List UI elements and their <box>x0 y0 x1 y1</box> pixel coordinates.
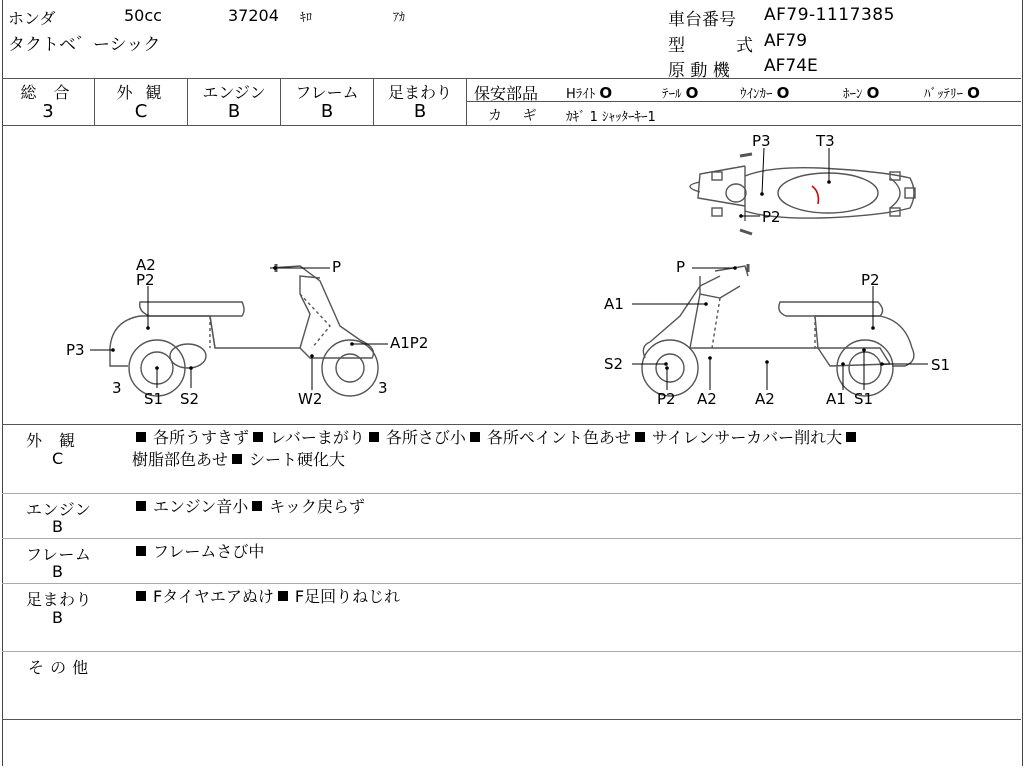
grid-line <box>466 78 467 125</box>
right-label-a1: A1 <box>604 295 624 313</box>
engine-grade: B <box>227 101 241 122</box>
engine-grade-label: エンジン <box>202 83 266 102</box>
grid-line <box>2 583 1021 584</box>
grid-line <box>2 538 1021 539</box>
remark-engine-items: エンジン音小 キック戻らず <box>132 496 365 518</box>
grid-line <box>2 424 1021 425</box>
remark-engine-label: エンジン <box>26 500 92 519</box>
left-label-s2: S2 <box>180 390 200 408</box>
suspension-grade: B <box>413 101 427 122</box>
overall-grade: 3 <box>42 101 54 122</box>
remark-frame-label: フレーム <box>26 545 92 564</box>
engine-model: AF74E <box>764 56 818 76</box>
remark-exterior-line1: 各所うすきず レバーまがり 各所さび小 各所ペイント色あせ サイレンサーカバー削れ大 <box>132 427 863 449</box>
remark-suspension-grade: B <box>52 608 64 627</box>
type-label-1: 型 <box>668 36 685 56</box>
top-label-t3: T3 <box>816 132 835 150</box>
frame-grade: B <box>320 101 334 122</box>
frame-grade-label: フレーム <box>295 83 359 102</box>
safety-item-headlight: Hﾗｲﾄ O <box>566 84 613 102</box>
left-label-w2: W2 <box>298 390 323 408</box>
remark-suspension-label: 足まわり <box>26 590 93 609</box>
remark-other-label: そ の 他 <box>28 658 89 677</box>
mileage-unit: ｷﾛ <box>300 10 313 24</box>
right-label-b-p2: P2 <box>657 390 676 408</box>
left-label-3a: 3 <box>112 379 122 397</box>
frame-no-label: 車台番号 <box>668 10 736 30</box>
exterior-grade: C <box>134 101 148 122</box>
type-label-2: 式 <box>736 36 753 56</box>
right-label-b-s1: S1 <box>854 390 874 408</box>
remark-suspension-items: Fタイヤエアぬけ F足回りねじれ <box>132 586 400 608</box>
model-name: タクトベ゛ーシック <box>8 35 161 55</box>
safety-item-winker: ｳｲﾝｶｰ O <box>740 84 790 102</box>
grid-line <box>2 651 1021 652</box>
remark-engine-grade: B <box>52 517 64 536</box>
remark-frame-items: フレームさび中 <box>132 541 264 563</box>
key-label: カ ギ <box>488 108 545 124</box>
grid-line <box>2 493 1021 494</box>
right-label-b-a2b: A2 <box>755 390 775 408</box>
overall-label: 総 合 <box>20 83 76 102</box>
right-label-p2: P2 <box>861 271 880 289</box>
remark-exterior-line2: 樹脂部色あせ シート硬化大 <box>132 450 346 469</box>
left-label-a2: A2 <box>136 256 156 274</box>
safety-item-horn: ﾎｰﾝ O <box>843 84 880 102</box>
left-label-3b: 3 <box>378 379 388 397</box>
top-label-p2: P2 <box>762 208 781 226</box>
left-label-p3: P3 <box>66 341 85 359</box>
frame-no: AF79-1117385 <box>764 5 895 25</box>
suspension-grade-label: 足まわり <box>387 83 452 102</box>
top-view-scooter <box>690 154 915 234</box>
safety-item-battery: ﾊﾞｯﾃﾘｰ O <box>924 84 980 102</box>
engine-label: 原 動 機 <box>668 61 730 81</box>
exterior-label: 外 観 <box>116 83 166 102</box>
left-label-s1: S1 <box>144 390 164 408</box>
left-label-p: P <box>332 258 342 276</box>
top-label-p3: P3 <box>752 132 771 150</box>
right-label-p: P <box>676 258 686 276</box>
safety-item-tail: ﾃｰﾙ O <box>662 84 699 102</box>
grid-line <box>2 719 1021 720</box>
key-value: ｶｷﾞ 1 ｼｬｯﾀｰｷｰ1 <box>566 110 656 125</box>
displacement: 50cc <box>124 6 162 25</box>
maker: ホンダ <box>8 9 56 28</box>
right-label-b-a1: A1 <box>826 390 846 408</box>
right-label-b-a2: A2 <box>697 390 717 408</box>
remark-frame-grade: B <box>52 562 64 581</box>
remark-exterior-label: 外 観 <box>26 431 76 450</box>
right-label-s1: S1 <box>931 356 951 374</box>
body-color: ｱｶ <box>393 10 406 24</box>
type-value: AF79 <box>764 31 808 51</box>
left-label-a1p2: A1P2 <box>390 334 429 352</box>
safety-label: 保安部品 <box>474 84 539 103</box>
damage-diagram <box>0 126 1024 424</box>
remark-exterior-grade: C <box>52 449 64 468</box>
mileage: 37204 <box>228 6 279 25</box>
grid-line <box>2 78 1021 79</box>
right-label-s2: S2 <box>604 355 624 373</box>
left-label-p2: P2 <box>136 271 155 289</box>
